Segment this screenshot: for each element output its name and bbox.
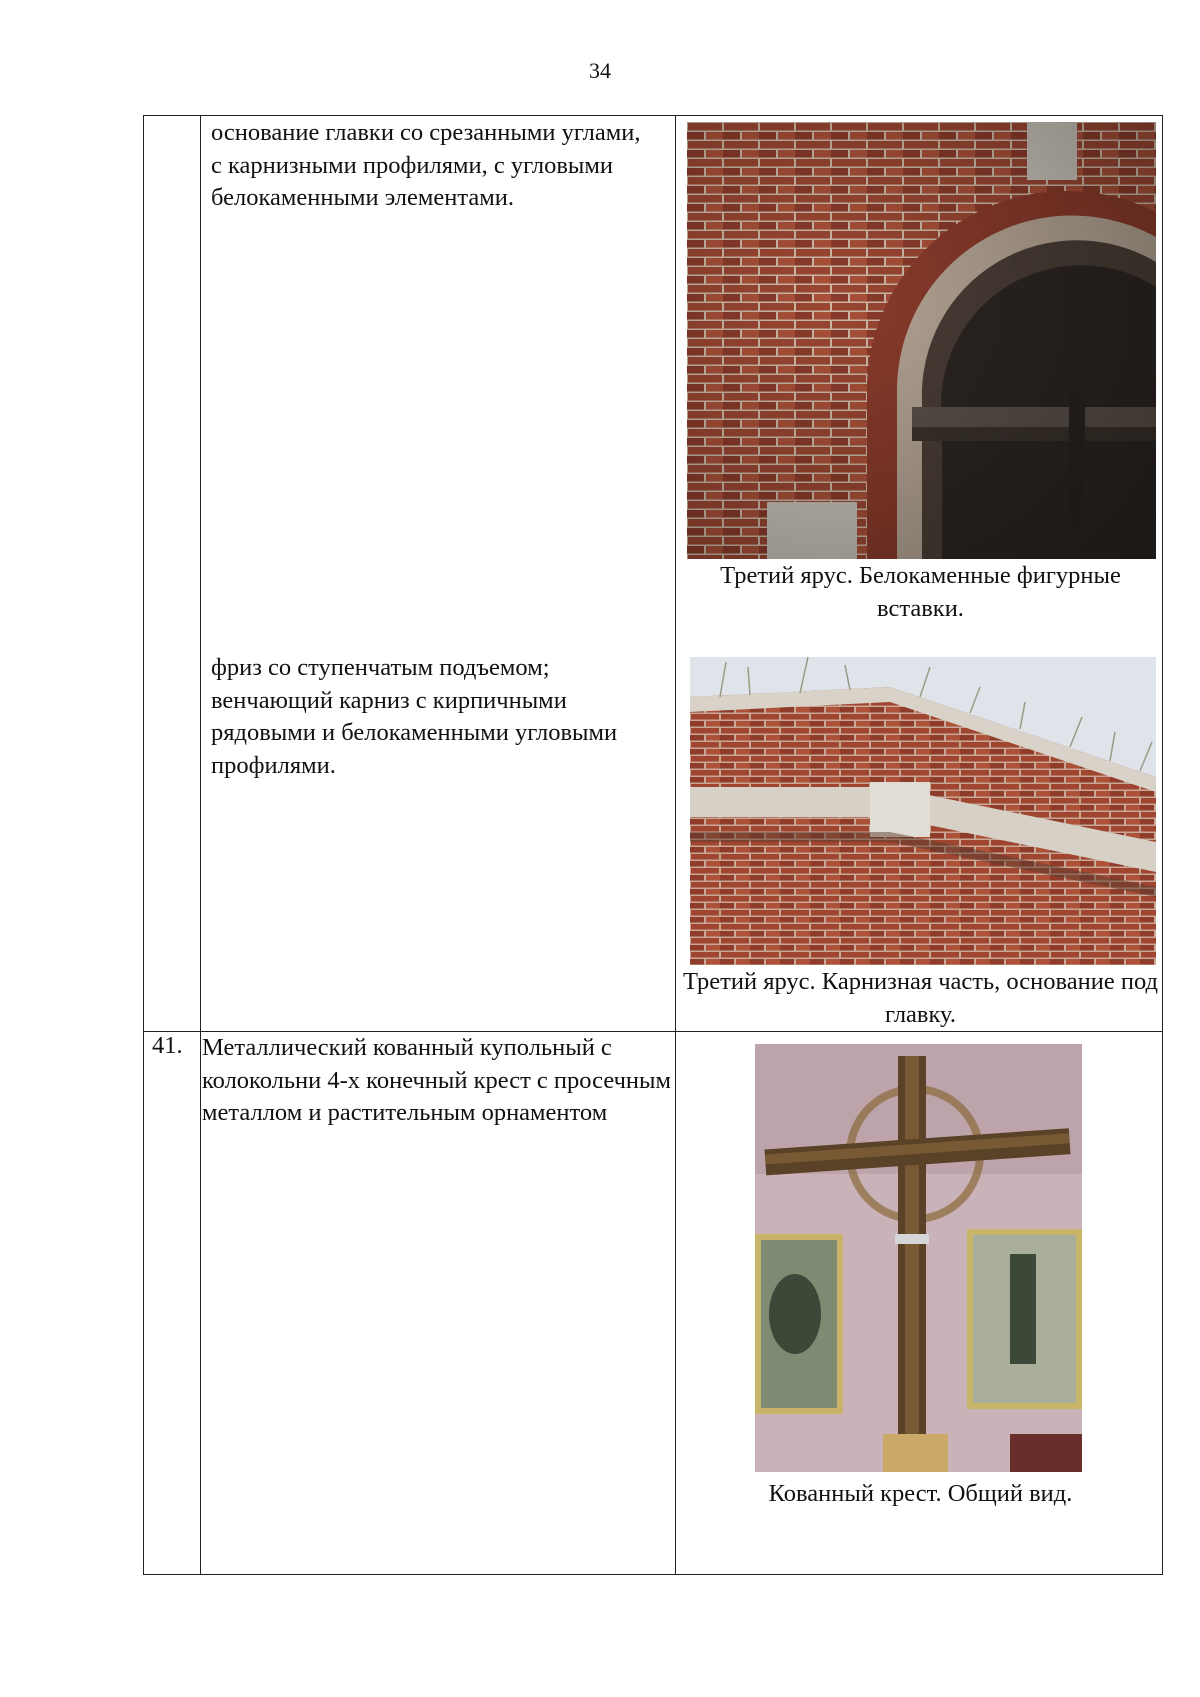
photo-cornice [690,657,1156,965]
photo-3-caption: Кованный крест. Общий вид. [768,1480,1073,1507]
page-number: 34 [589,58,611,83]
photo-brick-arch [687,122,1156,559]
row-1-description-1: основание главки со срезанными углами, с карнизными профилями, с угловыми белокаменными элементами. [211,119,641,211]
photo-2-caption: Третий ярус. Карнизная часть, основание под главку. [683,968,1158,1028]
photo-1-caption: Третий ярус. Белокаменные фигурные вставки. [720,562,1121,622]
row-41-number: 41. [152,1032,183,1059]
column-divider-number [200,116,201,1574]
photo-forged-cross [755,1044,1082,1472]
column-divider-description [675,116,676,1574]
row-1-description-2: фриз со ступенчатым подъемом; венчающий карниз с кирпичными рядовыми и белокаменными угловыми профилями. [211,654,618,779]
row-41-description: Металлический кованный купольный с колокольни 4-х конечный крест с просечным металлом и растительным орнаментом [202,1034,671,1126]
